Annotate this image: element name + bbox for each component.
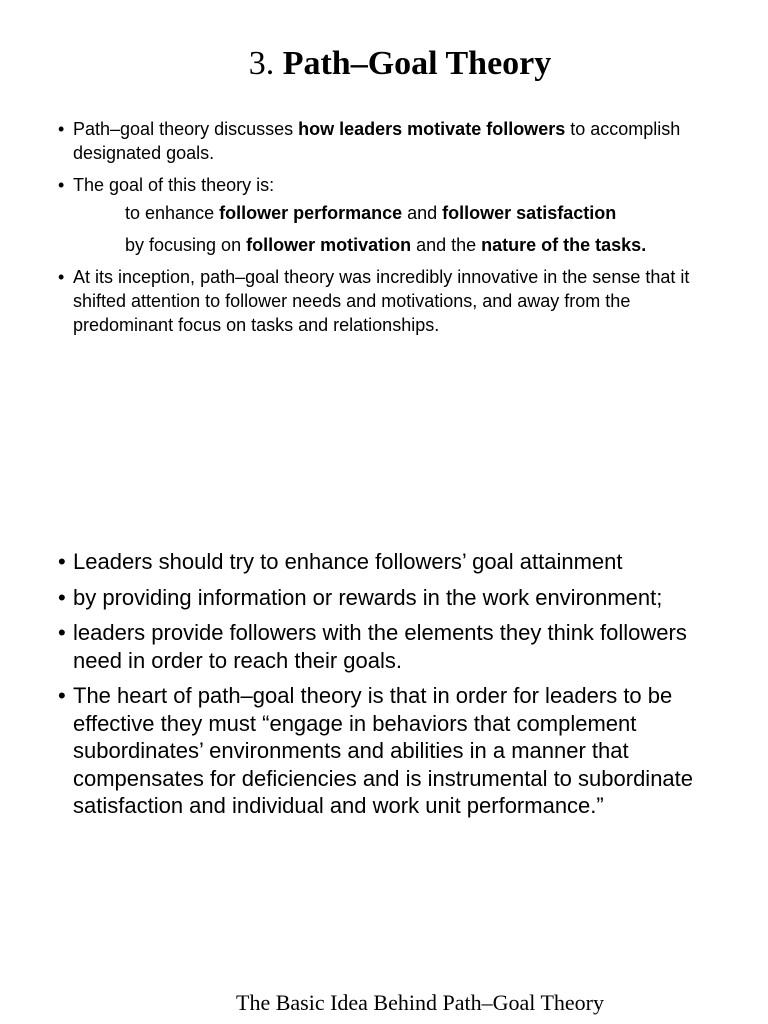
- detail-bold-text: follower satisfaction: [442, 203, 617, 223]
- detail-bold-text: nature of the tasks.: [481, 235, 647, 255]
- detail-bold-text: follower motivation: [246, 235, 412, 255]
- goal-detail-line-2: [125, 229, 708, 261]
- top-bullet-list: [58, 117, 708, 337]
- detail-text: and the: [411, 235, 482, 255]
- bullet-theory-goal: [58, 173, 708, 197]
- detail-text: to enhance: [125, 203, 220, 223]
- slide-caption: The Basic Idea Behind Path–Goal Theory: [236, 990, 604, 1015]
- detail-bold-text: follower performance: [219, 203, 403, 223]
- theory-goal-details: [58, 197, 708, 261]
- slide-title-text: Path–Goal Theory: [282, 45, 552, 82]
- bullet-theory-inception: [58, 265, 708, 337]
- bullet-text: The goal of this theory is:: [73, 175, 275, 195]
- bullet-text: At its inception, path–goal theory was incredibly innovative in the sense that it shifted attention to follower needs and motivations, and away from the predominant focus on tasks and relationships.: [73, 267, 690, 335]
- slide-title-number: 3.: [248, 45, 275, 82]
- bullet-leaders-provide: • leaders provide followers with the elements they think followers need in order to reach their goals.: [58, 619, 708, 674]
- bullet-text: to accomplish designated goals.: [73, 119, 681, 163]
- goal-detail-line-1: [125, 197, 708, 229]
- bullet-heart-of-theory: • The heart of path–goal theory is that in order for leaders to be effective they must “engage in behaviors that complement subordinates’ environments and abilities in a manner that compensates for deficiencies and is instrumental to subordinate satisfaction and individual and work unit performance.”: [58, 682, 708, 820]
- bullet-leaders-enhance: • Leaders should try to enhance followers’ goal attainment: [58, 548, 708, 576]
- bottom-bullet-list: [58, 548, 708, 864]
- bullet-path-goal-definition: [58, 117, 708, 165]
- detail-text: by focusing on: [125, 235, 247, 255]
- slide-title: [0, 44, 768, 84]
- detail-text: and: [402, 203, 443, 223]
- bullet-bold-text: how leaders motivate followers: [298, 119, 566, 139]
- bullet-text: Path–goal theory discusses: [73, 119, 299, 139]
- bullet-providing-information: • by providing information or rewards in the work environment;: [58, 584, 708, 612]
